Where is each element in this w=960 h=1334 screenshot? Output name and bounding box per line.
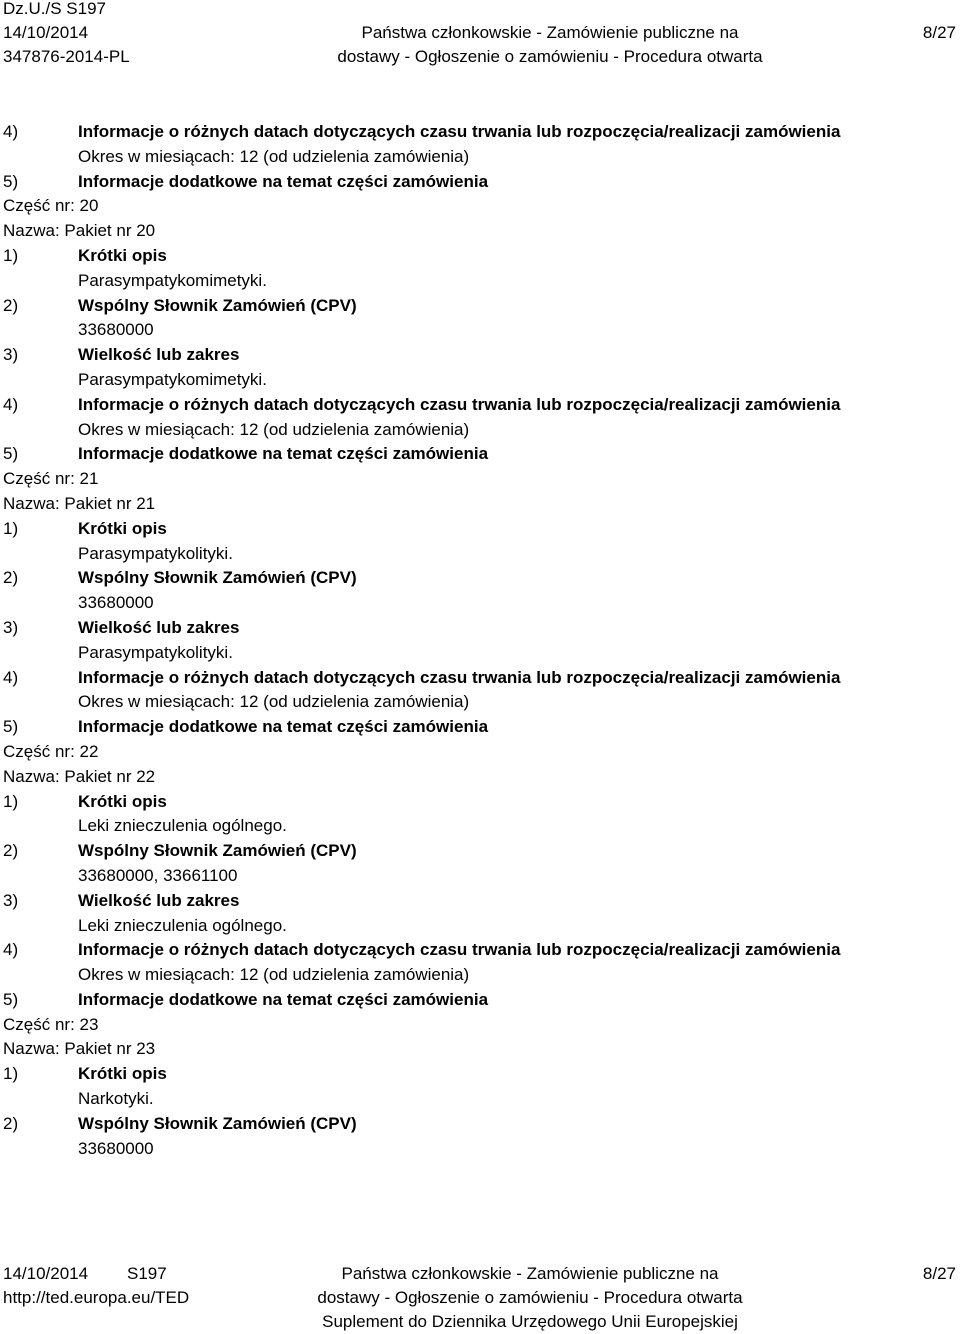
section-number: 5): [3, 717, 19, 737]
section-title: Informacje o różnych datach dotyczących czasu trwania lub rozpoczęcia/realizacji zamówienia: [78, 667, 841, 687]
notice-ref: 347876-2014-PL: [3, 47, 130, 66]
cpv-code: 33680000: [78, 1138, 154, 1158]
document-body: [0, 120, 960, 1161]
section-number: 2): [3, 1113, 19, 1133]
footer-title-line2: dostawy - Ogłoszenie o zamówieniu - Procedura otwarta: [317, 1288, 743, 1307]
footer-page-number: 8/27: [922, 1264, 956, 1283]
section-heading: [0, 517, 960, 542]
section-value: Okres w miesiącach: 12 (od udzielenia zamówienia): [78, 419, 470, 439]
page-footer: [0, 1262, 960, 1334]
section-heading: [0, 566, 960, 591]
footer-title-line3: Suplement do Dziennika Urzędowego Unii Europejskiej: [322, 1312, 738, 1331]
section-title: Wielkość lub zakres: [78, 345, 240, 365]
section-title: Krótki opis: [78, 518, 167, 538]
section-heading: [0, 715, 960, 740]
section-heading: [0, 442, 960, 467]
section-value: Parasympatykolityki.: [78, 543, 233, 563]
section-number: 4): [3, 940, 19, 960]
section-number: 1): [3, 791, 19, 811]
header-date: 14/10/2014: [3, 23, 89, 42]
part-name: Nazwa: Pakiet nr 21: [3, 493, 156, 513]
section-heading: [0, 839, 960, 864]
section-title: Krótki opis: [78, 1064, 167, 1084]
section-title: Wspólny Słownik Zamówień (CPV): [78, 1113, 357, 1133]
section-number: 3): [3, 345, 19, 365]
section-heading: [0, 170, 960, 195]
section-heading: [0, 294, 960, 319]
section-value: Parasympatykomimetyki.: [78, 270, 267, 290]
footer-series: S197: [127, 1264, 167, 1283]
section-heading: [0, 666, 960, 691]
part-number: Część nr: 23: [3, 1014, 99, 1034]
section-title: Wspólny Słownik Zamówień (CPV): [78, 841, 357, 861]
header-title-line2: dostawy - Ogłoszenie o zamówieniu - Procedura otwarta: [337, 47, 763, 66]
section-value: Okres w miesiącach: 12 (od udzielenia zamówienia): [78, 146, 470, 166]
cpv-code: 33680000: [78, 320, 154, 340]
section-value: Narkotyki.: [78, 1089, 154, 1109]
section-title: Wspólny Słownik Zamówień (CPV): [78, 295, 357, 315]
section-heading: [0, 616, 960, 641]
section-title: Wielkość lub zakres: [78, 617, 240, 637]
section-number: 1): [3, 518, 19, 538]
section-number: 4): [3, 394, 19, 414]
section-number: 2): [3, 295, 19, 315]
section-title: Informacje dodatkowe na temat części zamówienia: [78, 989, 489, 1009]
section-number: 1): [3, 1064, 19, 1084]
part-name: Nazwa: Pakiet nr 22: [3, 766, 156, 786]
section-number: 4): [3, 122, 19, 141]
part-number: Część nr: 22: [3, 741, 99, 761]
part-name: Nazwa: Pakiet nr 20: [3, 221, 156, 241]
section-value: Parasympatykolityki.: [78, 642, 233, 662]
section-title: Informacje o różnych datach dotyczących czasu trwania lub rozpoczęcia/realizacji zamówienia: [78, 122, 841, 141]
section-number: 5): [3, 989, 19, 1009]
section-value: Okres w miesiącach: 12 (od udzielenia zamówienia): [78, 965, 470, 985]
section-value: Leki znieczulenia ogólnego.: [78, 915, 287, 935]
section-title: Wspólny Słownik Zamówień (CPV): [78, 568, 357, 588]
footer-title-line1: Państwa członkowskie - Zamówienie publiczne na: [341, 1264, 719, 1283]
section-number: 3): [3, 890, 19, 910]
section-number: 2): [3, 841, 19, 861]
section-heading: [0, 889, 960, 914]
ted-link[interactable]: http://ted.europa.eu/TED: [3, 1288, 190, 1307]
section-heading: [0, 343, 960, 368]
section-title: Informacje o różnych datach dotyczących czasu trwania lub rozpoczęcia/realizacji zamówienia: [78, 940, 841, 960]
section-title: Informacje dodatkowe na temat części zamówienia: [78, 717, 489, 737]
section-heading: [0, 988, 960, 1013]
section-value: Leki znieczulenia ogólnego.: [78, 816, 287, 836]
footer-date: 14/10/2014: [3, 1264, 89, 1283]
part-number: Część nr: 20: [3, 196, 99, 216]
header-page-number: 8/27: [922, 23, 956, 42]
section-title: Wielkość lub zakres: [78, 890, 240, 910]
section-title: Informacje dodatkowe na temat części zamówienia: [78, 444, 489, 464]
cpv-code: 33680000, 33661100: [78, 865, 238, 885]
section-number: 5): [3, 444, 19, 464]
section-number: 3): [3, 617, 19, 637]
section-number: 5): [3, 171, 19, 191]
journal-id: Dz.U./S S197: [3, 0, 106, 18]
part-number: Część nr: 21: [3, 469, 99, 489]
section-heading: [0, 790, 960, 815]
section-title: Informacje dodatkowe na temat części zamówienia: [78, 171, 489, 191]
part-name: Nazwa: Pakiet nr 23: [3, 1039, 156, 1059]
section-value: Parasympatykomimetyki.: [78, 369, 267, 389]
header-title-line1: Państwa członkowskie - Zamówienie publiczne na: [361, 23, 739, 42]
section-heading: [0, 938, 960, 963]
section-heading: [0, 244, 960, 269]
section-heading: [0, 1062, 960, 1087]
section-number: 2): [3, 568, 19, 588]
section-number: 1): [3, 245, 19, 265]
section-title: Informacje o różnych datach dotyczących czasu trwania lub rozpoczęcia/realizacji zamówienia: [78, 394, 841, 414]
section-title: Krótki opis: [78, 245, 167, 265]
section-heading: [0, 393, 960, 418]
section-heading: [0, 120, 960, 145]
section-heading: [0, 1112, 960, 1137]
section-value: Okres w miesiącach: 12 (od udzielenia zamówienia): [78, 692, 470, 712]
page-header: [0, 0, 960, 72]
cpv-code: 33680000: [78, 593, 154, 613]
section-number: 4): [3, 667, 19, 687]
section-title: Krótki opis: [78, 791, 167, 811]
